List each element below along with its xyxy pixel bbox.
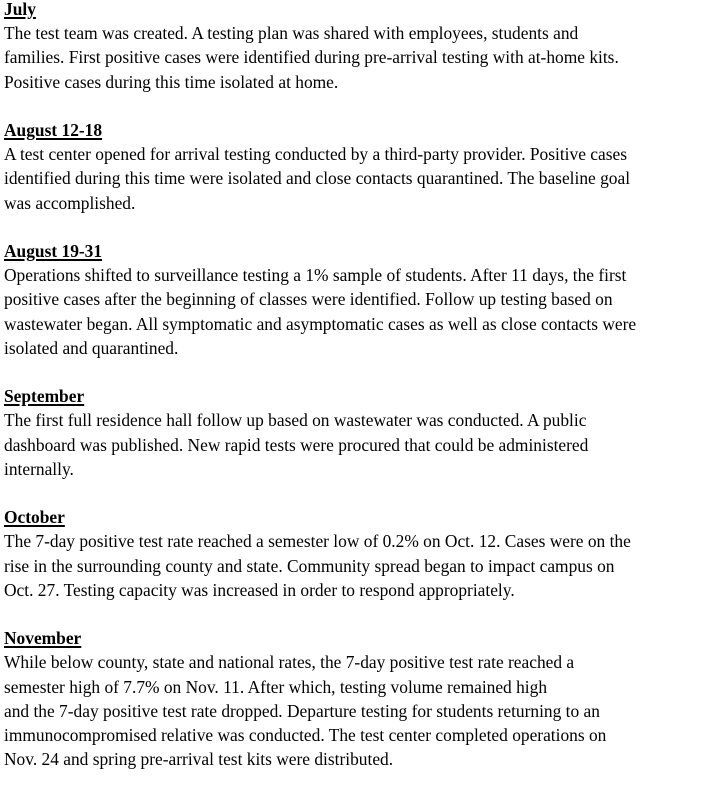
section-october bbox=[4, 505, 726, 602]
section-heading: October bbox=[4, 507, 65, 528]
section-heading: August 19-31 bbox=[4, 241, 103, 261]
section-heading: November bbox=[4, 628, 82, 649]
section-text: Operations shifted to surveillance testing a 1% sample of students. After 11 days, the first positive cases after the beginning of classes were identified. Follow up testing based on wastewater began. All symptomatic and asymptomatic cases as well as close contacts were isolated and quarantined. bbox=[4, 265, 637, 358]
section-november bbox=[4, 626, 726, 771]
section-july bbox=[4, 0, 726, 94]
section-text: While below county, state and national rates, the 7-day positive test rate reached a semester high of 7.7% on Nov. 11. After which, testing volume remained high and the 7-day positive test rate dropped. Departure testing for students returning to an immunocompromised relative was conducted. The test center completed operations on Nov. 24 and spring pre-arrival test kits were distributed. bbox=[4, 652, 607, 770]
timeline-document bbox=[4, 0, 726, 796]
section-heading: September bbox=[4, 386, 85, 407]
section-heading: July bbox=[4, 0, 36, 19]
section-september bbox=[4, 384, 726, 481]
section-text: The 7-day positive test rate reached a semester low of 0.2% on Oct. 12. Cases were on the rise in the surrounding county and state. Community spread began to impact campus on Oct. 27. Testing capacity was increased in order to respond appropriately. bbox=[4, 531, 631, 600]
section-text: The first full residence hall follow up based on wastewater was conducted. A public dashboard was published. New rapid tests were procured that could be administered internally. bbox=[4, 410, 589, 479]
section-text: A test center opened for arrival testing conducted by a third-party provider. Positive cases identified during this time were isolated and close contacts quarantined. The baseline goal was accomplished. bbox=[4, 144, 631, 213]
section-august-12-18 bbox=[4, 118, 726, 215]
section-heading: August 12-18 bbox=[4, 120, 103, 140]
section-august-19-31 bbox=[4, 239, 726, 360]
section-text: The test team was created. A testing plan was shared with employees, students and families. First positive cases were identified during pre-arrival testing with at-home kits. Positive cases during this time isolated at home. bbox=[4, 23, 619, 92]
